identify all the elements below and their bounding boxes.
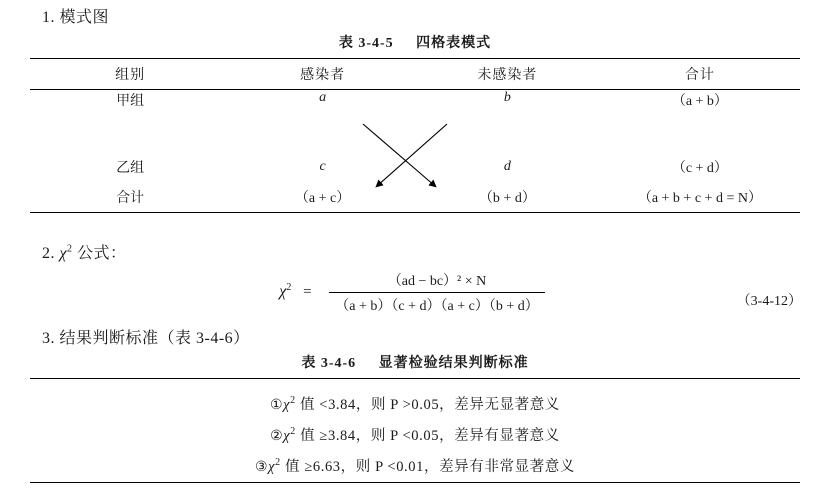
table-row: [30, 182, 800, 212]
table2-row2-marker: ②: [270, 428, 284, 444]
table1-row2-c3: （c + d）: [671, 161, 728, 176]
table1-row1-c2: b: [503, 90, 511, 105]
section-2-chi: χ: [59, 245, 68, 262]
table-row: [30, 152, 800, 182]
table1-row1-c3: （a + b）: [671, 94, 728, 109]
section-heading-2: [42, 240, 127, 263]
table-row: [30, 416, 800, 447]
formula-numerator: （ad − bc）² × N: [329, 270, 544, 293]
table1-bottom-rule: [30, 212, 800, 213]
table1-row3-c3: （a + b + c + d = N）: [637, 191, 762, 206]
table2-row1-text: 值 <3.84，则 P >0.05，差异无显著意义: [295, 396, 560, 413]
formula-lhs-exponent: 2: [286, 281, 292, 293]
table2-row2-text: 值 ≥3.84，则 P <0.05，差异有显著意义: [295, 427, 560, 444]
table1-caption: [0, 32, 830, 52]
section-heading-1: [42, 4, 109, 27]
table1-row2-c1: c: [319, 159, 326, 174]
table1-header-infected: 感染者: [300, 68, 346, 83]
table1: [30, 58, 800, 213]
table2-row1-chi: χ: [283, 396, 291, 413]
table1-row2-c2: d: [503, 159, 511, 174]
section-1-number: 1.: [42, 9, 55, 26]
formula-fraction: [329, 270, 544, 315]
table2-caption: [0, 352, 830, 372]
table1-header-group: 组别: [115, 68, 146, 83]
table1-row3-c2: （b + d）: [478, 191, 536, 206]
table2-row3-text: 值 ≥6.63，则 P <0.01，差异有非常显著意义: [280, 458, 575, 475]
table1-header-total: 合计: [684, 68, 715, 83]
table1-header-row: [30, 59, 800, 89]
table1-caption-number: 表 3-4-5: [338, 36, 394, 51]
table2-row2-exponent: 2: [290, 426, 296, 437]
table1-row3-label: 合计: [116, 191, 145, 206]
section-1-title: 模式图: [59, 9, 110, 26]
section-3-number: 3.: [42, 330, 55, 347]
table1-body: [30, 90, 800, 212]
chi-square-formula: [0, 270, 830, 315]
formula-equals: =: [303, 283, 312, 300]
table1-row1-label: 甲组: [116, 94, 145, 109]
table1-row3-c1: （a + c）: [294, 191, 351, 206]
section-2-number: 2.: [42, 245, 55, 262]
formula-denominator: （a + b）（c + d）（a + c）（b + d）: [335, 299, 539, 314]
table1-grid: [30, 59, 800, 89]
formula-number: （3-4-12）: [736, 294, 802, 309]
section-2-chi-exponent: 2: [67, 243, 73, 255]
table2-row3-marker: ③: [255, 459, 269, 475]
table2-bottom-rule: [30, 482, 800, 483]
table1-row1-c1: a: [319, 90, 327, 105]
table1-caption-text: 四格表模式: [416, 36, 492, 51]
table-row: [30, 385, 800, 416]
section-3-title: 结果判断标准（表 3-4-6）: [59, 330, 250, 347]
table-row: [30, 90, 800, 152]
table-row: [30, 447, 800, 478]
section-2-title: 公式：: [72, 245, 127, 262]
table2-caption-text: 显著检验结果判断标准: [378, 356, 529, 371]
table2-row1-marker: ①: [270, 397, 284, 413]
table2-row1-exponent: 2: [290, 395, 296, 406]
table1-row2-label: 乙组: [116, 161, 145, 176]
table2-row3-exponent: 2: [275, 457, 281, 468]
section-heading-3: [42, 325, 250, 348]
table2-caption-number: 表 3-4-6: [301, 356, 357, 371]
table1-header-uninfected: 未感染者: [477, 68, 538, 83]
formula-lhs: χ: [279, 282, 287, 300]
formula-expression: [279, 270, 550, 315]
table2-row3-chi: χ: [268, 458, 276, 475]
table2: [30, 378, 800, 483]
table2-row2-chi: χ: [283, 427, 291, 444]
